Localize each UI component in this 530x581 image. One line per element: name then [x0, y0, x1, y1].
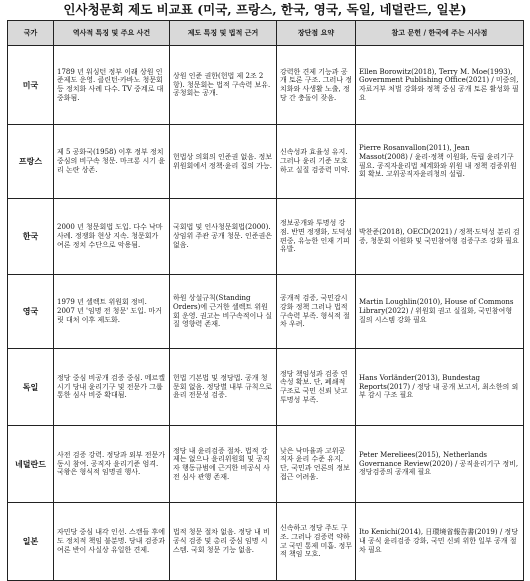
- history-cell: 자민당 중심 내각 인선. 스캔들 후에도 정치적 책임 불분명. 당내 검증과 여론 반이 사실상 유일한 견제.: [54, 503, 170, 581]
- header-reference: 참고 문헌 / 한국에 주는 시사점: [356, 21, 524, 46]
- system-cell: 상원 인준 권한(헌법 제 2조 2 항). 청문회는 법적 구속력 보유. 공청회는 공개.: [170, 46, 277, 125]
- table-row: [8, 349, 524, 426]
- country-cell: 독일: [8, 349, 54, 426]
- country-cell: 한국: [8, 199, 54, 275]
- reference-cell: Pierre Rosanvallon(2011), Jean Massot(2008) / 윤리·정책 이원화, 독립 윤리기구 필요. 공직자윤리법 체계화와 위원 내 정책 검증위원회 확보. 고위공직자윤리청의 설립.: [356, 125, 524, 199]
- table-row: [8, 275, 524, 349]
- reference-cell: Martin Loughlin(2010), House of Commons Library(2022) / 위원회 권고 실질화, 국민참여형 질의 시스템 강화 필요: [356, 275, 524, 349]
- country-cell: 일본: [8, 503, 54, 581]
- system-cell: 정당 내 윤리검증 절차. 법적 강제는 없으나 윤리위원회 및 공직자 행동규범에 근거한 비공식 사전 심사 관행 존재.: [170, 426, 277, 503]
- reference-cell: Peter Mereliees(2015), Netherlands Governance Review(2020) / 공직윤리기구 정비, 정당검증의 공개제 필요: [356, 426, 524, 503]
- reference-cell: 박찬준(2018), OECD(2021) / 정책·도덕성 분리 검증, 청문회 이원화 및 국민참여형 검증구조 강화 필요: [356, 199, 524, 275]
- table-header-row: [8, 21, 524, 46]
- table-row: [8, 199, 524, 275]
- comparison-table: [7, 20, 524, 581]
- country-cell: 영국: [8, 275, 54, 349]
- country-cell: 네덜란드: [8, 426, 54, 503]
- table-row: [8, 125, 524, 199]
- history-cell: 1789 년 워싱턴 정부 이래 상원 인준제도 운영. 클린턴·카바노 청문회 등 정치화 사례 다수. TV 중계로 대중화됨.: [54, 46, 170, 125]
- pros-cons-cell: 낮은 낙마율과 고위공직자 윤리 수준 유지. 단, 국민과 언론의 정보 접근 어려움.: [277, 426, 356, 503]
- pros-cons-cell: 정당 책임성과 검증 연속성 확보. 단, 폐쇄적 구조로 국민 신뢰 낮고 투명성 부족.: [277, 349, 356, 426]
- system-cell: 법적 청문 절차 없음. 정당 내 비공식 검증 및 총리 중심 임명 시스템. 국회 청문 기능 없음.: [170, 503, 277, 581]
- system-cell: 국회법 및 인사청문회법(2000). 상임위 주관 공개 청문. 인준권은 없음.: [170, 199, 277, 275]
- country-cell: 미국: [8, 46, 54, 125]
- header-country: 국가: [8, 21, 54, 46]
- pros-cons-cell: 정보공개와 투명성 강점. 반면 정쟁화, 도덕성 편중, 유능한 인재 기피 유발.: [277, 199, 356, 275]
- history-cell: 정당 중심 비공개 검증 중심. 메르켈 시기 당내 윤리기구 및 전문가 그룹 통한 심사 비중 확대됨.: [54, 349, 170, 426]
- table-row: [8, 503, 524, 581]
- system-cell: 헌법상 의회의 인준권 없음. 정보위원회에서 정책·윤리 집의 가능.: [170, 125, 277, 199]
- document-title: 인사청문회 제도 비교표 (미국, 프랑스, 한국, 영국, 독일, 네덜란드, 일본): [63, 2, 467, 17]
- pros-cons-cell: 신속하고 정당 주도 구조. 그러나 검증력 약하고 국민 통제 미흡. 정무적 책임 모호.: [277, 503, 356, 581]
- country-cell: 프랑스: [8, 125, 54, 199]
- system-cell: 하원 상설규칙(Standing Orders)에 근거한 셀렉트 위원회 운영. 권고는 비구속적이나 실질 영향력 존재.: [170, 275, 277, 349]
- table-row: [8, 46, 524, 125]
- history-cell: 2000 년 청문회법 도입. 다수 낙마 사례. 정쟁화 현상 지속. 청문회가 여론 정치 수단으로 악용됨.: [54, 199, 170, 275]
- header-pros-cons: 장단점 요약: [277, 21, 356, 46]
- reference-cell: Ito Kenichi(2014), 日環境省報告書(2019) / 정당 내 공식 윤리검증 강화, 국민 신뢰 위한 일부 공개 절차 필요: [356, 503, 524, 581]
- system-cell: 헌법 기본법 및 정당법. 공개 청문회 없음. 정당별 내부 규칙으로 윤리 전문성 검증.: [170, 349, 277, 426]
- reference-cell: Ellen Borowitz(2018), Terry M. Moe(1993), Government Publishing Office(2021) / 미중의, 자료거부 처벌 강화와 정책 중심 공개 토론 활성화 필요: [356, 46, 524, 125]
- header-system: 제도 특징 및 법적 근거: [170, 21, 277, 46]
- pros-cons-cell: 강력한 견제 기능과 공개 토론 구조. 그러나 정치화와 사생활 노출, 정당 간 충돌이 잦음.: [277, 46, 356, 125]
- table-row: [8, 426, 524, 503]
- history-cell: 제 5 공화국(1958) 이후 정부 정치 중심의 비구속 청문. 마크롱 시기 윤리 논란 상존.: [54, 125, 170, 199]
- pros-cons-cell: 신속성과 효율성 유지. 그러나 윤리 기준 모호하고 실질 검증력 미약.: [277, 125, 356, 199]
- history-cell: 1979 년 셀렉트 위원회 정비. 2007 년 '임명 전 청문' 도입. 마거릿 대처 이후 제도화.: [54, 275, 170, 349]
- header-history: 역사적 특징 및 주요 사건: [54, 21, 170, 46]
- history-cell: 사전 검증 강력. 정당과 외부 전문가 동시 참여. 공직자 윤리기준 엄격. 국왕은 형식적 임명권 행사.: [54, 426, 170, 503]
- pros-cons-cell: 공개적 검증, 국민감시 강화 정책 그러나 법적 구속력 부족. 형식적 절차 우려.: [277, 275, 356, 349]
- reference-cell: Hans Vorländer(2013), Bundestag Reports(2017) / 정당 내 공개 보고서, 최소한의 외부 감시 구조 필요: [356, 349, 524, 426]
